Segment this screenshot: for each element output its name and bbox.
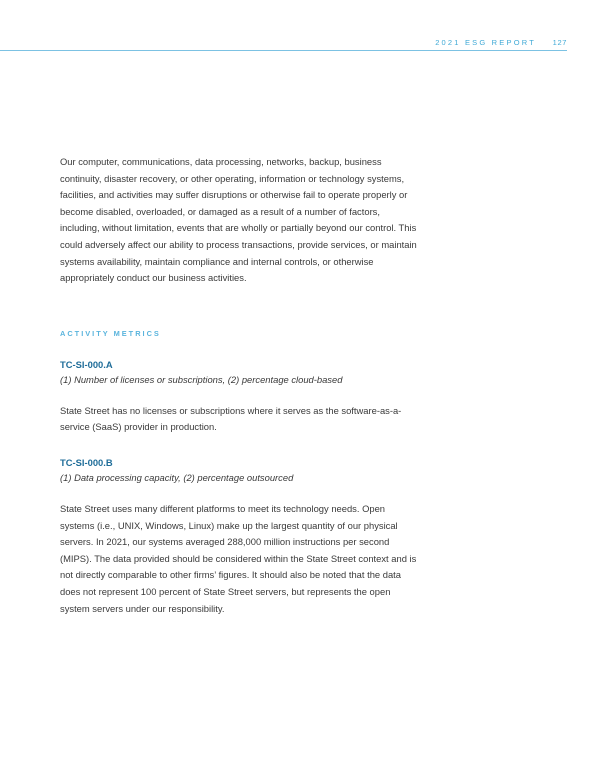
metric-description: (1) Number of licenses or subscriptions, (2) percentage cloud-based (60, 373, 343, 385)
page-header (0, 0, 600, 50)
page-number: 127 (552, 38, 567, 47)
metric-body: State Street uses many different platforms to meet its technology needs. Open systems (i.e., UNIX, Windows, Linux) make up the largest quantity of our physical servers. In 2021, our systems averaged 288,000 million instructions per second (MIPS). The data provided should be considered within the State Street context and is not directly comparable to other firms’ figures. It should also be noted that the data does not represent 100 percent of State Street servers, but represents the open system servers under our responsibility. (60, 502, 417, 614)
activity-metrics-heading: ACTIVITY METRICS (60, 328, 161, 338)
metric-block-a (60, 358, 420, 436)
metric-block-b (60, 456, 420, 617)
metric-code: TC-SI-000.B (60, 456, 113, 468)
metric-body: State Street has no licenses or subscriptions where it serves as the software-as-a-service (SaaS) provider in production. (60, 404, 402, 433)
metric-description: (1) Data processing capacity, (2) percentage outsourced (60, 471, 294, 483)
report-title: 2021 ESG REPORT (435, 38, 536, 47)
header-divider (0, 50, 567, 51)
intro-paragraph: Our computer, communications, data processing, networks, backup, business continuity, disaster recovery, or other operating, information or technology systems, facilities, and activities may suffer disruptions or otherwise fail to operate properly or become disabled, overloaded, or damaged as a result of a number of factors, including, without limitation, events that are wholly or partially beyond our control. This could adversely affect our ability to process transactions, provide services, or maintain systems availability, maintain compliance and internal controls, or otherwise appropriately conduct our business activities. (60, 156, 417, 284)
main-content (60, 154, 420, 617)
metric-code: TC-SI-000.A (60, 358, 113, 370)
